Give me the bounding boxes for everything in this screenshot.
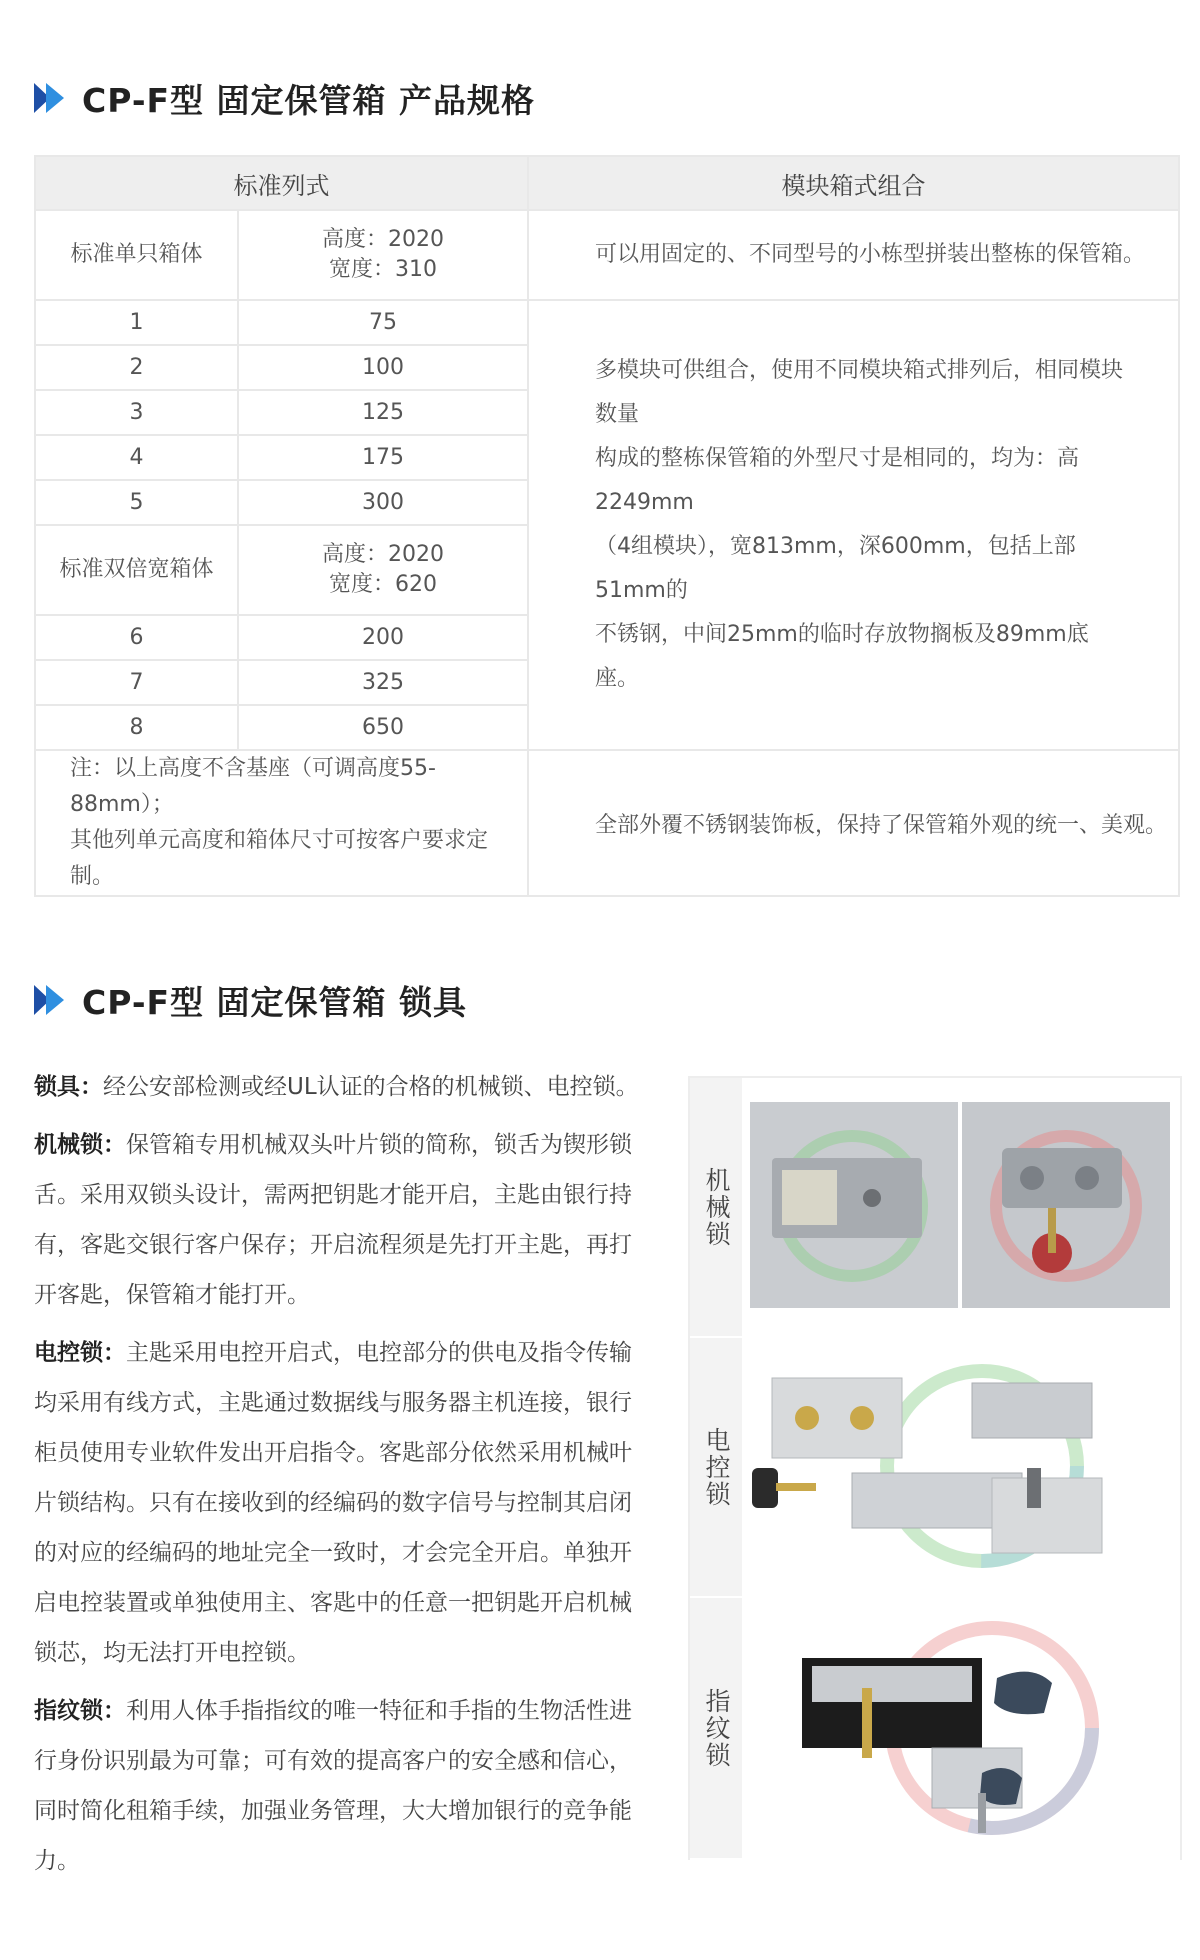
panel-label-mechanical: 机械锁 — [702, 1166, 731, 1248]
row-no: 6 — [35, 615, 238, 660]
finger-paragraph — [34, 1686, 646, 1886]
electronic-lock-illustration — [742, 1338, 1178, 1596]
row-no: 5 — [35, 480, 238, 525]
module-line: 多模块可供组合，使用不同模块箱式排列后，相同模块数量 — [595, 358, 1124, 427]
mech-text: 保管箱专用机械双头叶片锁的简称，锁舌为锲形锁舌。采用双锁头设计，需两把钥匙才能开启，主匙由银行持有，客匙交银行客户保存；开启流程须是先打开主匙，再打开客匙，保管箱才能打开。 — [34, 1132, 632, 1308]
row-no: 3 — [35, 390, 238, 435]
row-value: 650 — [238, 705, 528, 750]
section-title-locks — [34, 980, 467, 1020]
row-value: 325 — [238, 660, 528, 705]
module-line: 不锈钢，中间25mm的临时存放物搁板及89mm底座。 — [595, 622, 1089, 691]
page-title-locks: CP-F型 固定保管箱 锁具 — [82, 982, 468, 1022]
double-arrow-icon — [34, 81, 68, 115]
lock-image-panel — [688, 1076, 1182, 1860]
elec-label: 电控锁： — [34, 1340, 126, 1366]
electronic-lock-row — [690, 1338, 1180, 1598]
row-value: 125 — [238, 390, 528, 435]
panel-label-electronic: 电控锁 — [702, 1426, 731, 1508]
mechanical-lock-row — [690, 1078, 1180, 1338]
fingerprint-lock-image — [742, 1598, 1180, 1858]
header-module: 模块箱式组合 — [528, 156, 1179, 210]
row-no: 1 — [35, 300, 238, 345]
fingerprint-lock-illustration — [742, 1598, 1178, 1858]
single-width: 宽度：310 — [329, 257, 437, 282]
section-title-specs — [34, 78, 535, 118]
spec-table — [34, 155, 1180, 897]
intro-text: 经公安部检测或经UL认证的合格的机械锁、电控锁。 — [103, 1074, 639, 1100]
module-desc — [528, 300, 1179, 750]
mechanical-lock-image — [742, 1078, 1180, 1336]
lock-description — [34, 1062, 646, 1894]
note-line: 其他列单元高度和箱体尺寸可按客户要求定制。 — [70, 828, 489, 889]
mech-paragraph — [34, 1120, 646, 1320]
single-height: 高度：2020 — [322, 227, 444, 252]
electronic-lock-image — [742, 1338, 1180, 1596]
single-box-dims — [238, 210, 528, 300]
row-value: 300 — [238, 480, 528, 525]
single-box-desc: 可以用固定的、不同型号的小栋型拼装出整栋的保管箱。 — [528, 210, 1179, 300]
table-note-row — [35, 750, 1179, 896]
note-line: 注：以上高度不含基座（可调高度55-88mm）； — [70, 756, 436, 817]
row-no: 7 — [35, 660, 238, 705]
table-row — [35, 210, 1179, 300]
finger-text: 利用人体手指指纹的唯一特征和手指的生物活性进行身份识别最为可靠；可有效的提高客户的安全感和信心，同时简化租箱手续，加强业务管理，大大增加银行的竞争能力。 — [34, 1698, 632, 1874]
row-value: 75 — [238, 300, 528, 345]
row-value: 175 — [238, 435, 528, 480]
double-box-label: 标准双倍宽箱体 — [35, 525, 238, 615]
table-row — [35, 300, 1179, 345]
row-value: 100 — [238, 345, 528, 390]
row-no: 8 — [35, 705, 238, 750]
row-no: 2 — [35, 345, 238, 390]
note-right: 全部外覆不锈钢装饰板，保持了保管箱外观的统一、美观。 — [528, 750, 1179, 896]
module-line: 构成的整栋保管箱的外型尺寸是相同的，均为：高2249mm — [595, 446, 1080, 515]
table-header-row — [35, 156, 1179, 210]
double-height: 高度：2020 — [322, 542, 444, 567]
fingerprint-lock-row — [690, 1598, 1180, 1860]
page-title-specs: CP-F型 固定保管箱 产品规格 — [82, 80, 536, 120]
row-value: 200 — [238, 615, 528, 660]
double-arrow-icon — [34, 983, 68, 1017]
single-box-label: 标准单只箱体 — [35, 210, 238, 300]
elec-text: 主匙采用电控开启式，电控部分的供电及指令传输均采用有线方式，主匙通过数据线与服务器主机连接，银行柜员使用专业软件发出开启指令。客匙部分依然采用机械叶片锁结构。只有在接收到的经编码的数字信号与控制其启闭的对应的经编码的地址完全一致时，才会完全开启。单独开启电控装置或单独使用主、客匙中的任意一把钥匙开启机械锁芯，均无法打开电控锁。 — [34, 1340, 632, 1666]
finger-label: 指纹锁： — [34, 1698, 126, 1724]
double-box-dims — [238, 525, 528, 615]
intro-label: 锁具： — [34, 1074, 103, 1100]
mech-label: 机械锁： — [34, 1132, 126, 1158]
header-standard: 标准列式 — [35, 156, 528, 210]
mechanical-lock-illustration — [742, 1078, 1178, 1336]
double-width: 宽度：620 — [329, 572, 437, 597]
elec-paragraph — [34, 1328, 646, 1678]
panel-label-fingerprint: 指纹锁 — [702, 1687, 731, 1769]
table-note — [35, 750, 528, 896]
row-no: 4 — [35, 435, 238, 480]
module-line: （4组模块），宽813mm，深600mm，包括上部51mm的 — [595, 534, 1076, 603]
intro-paragraph — [34, 1062, 646, 1112]
